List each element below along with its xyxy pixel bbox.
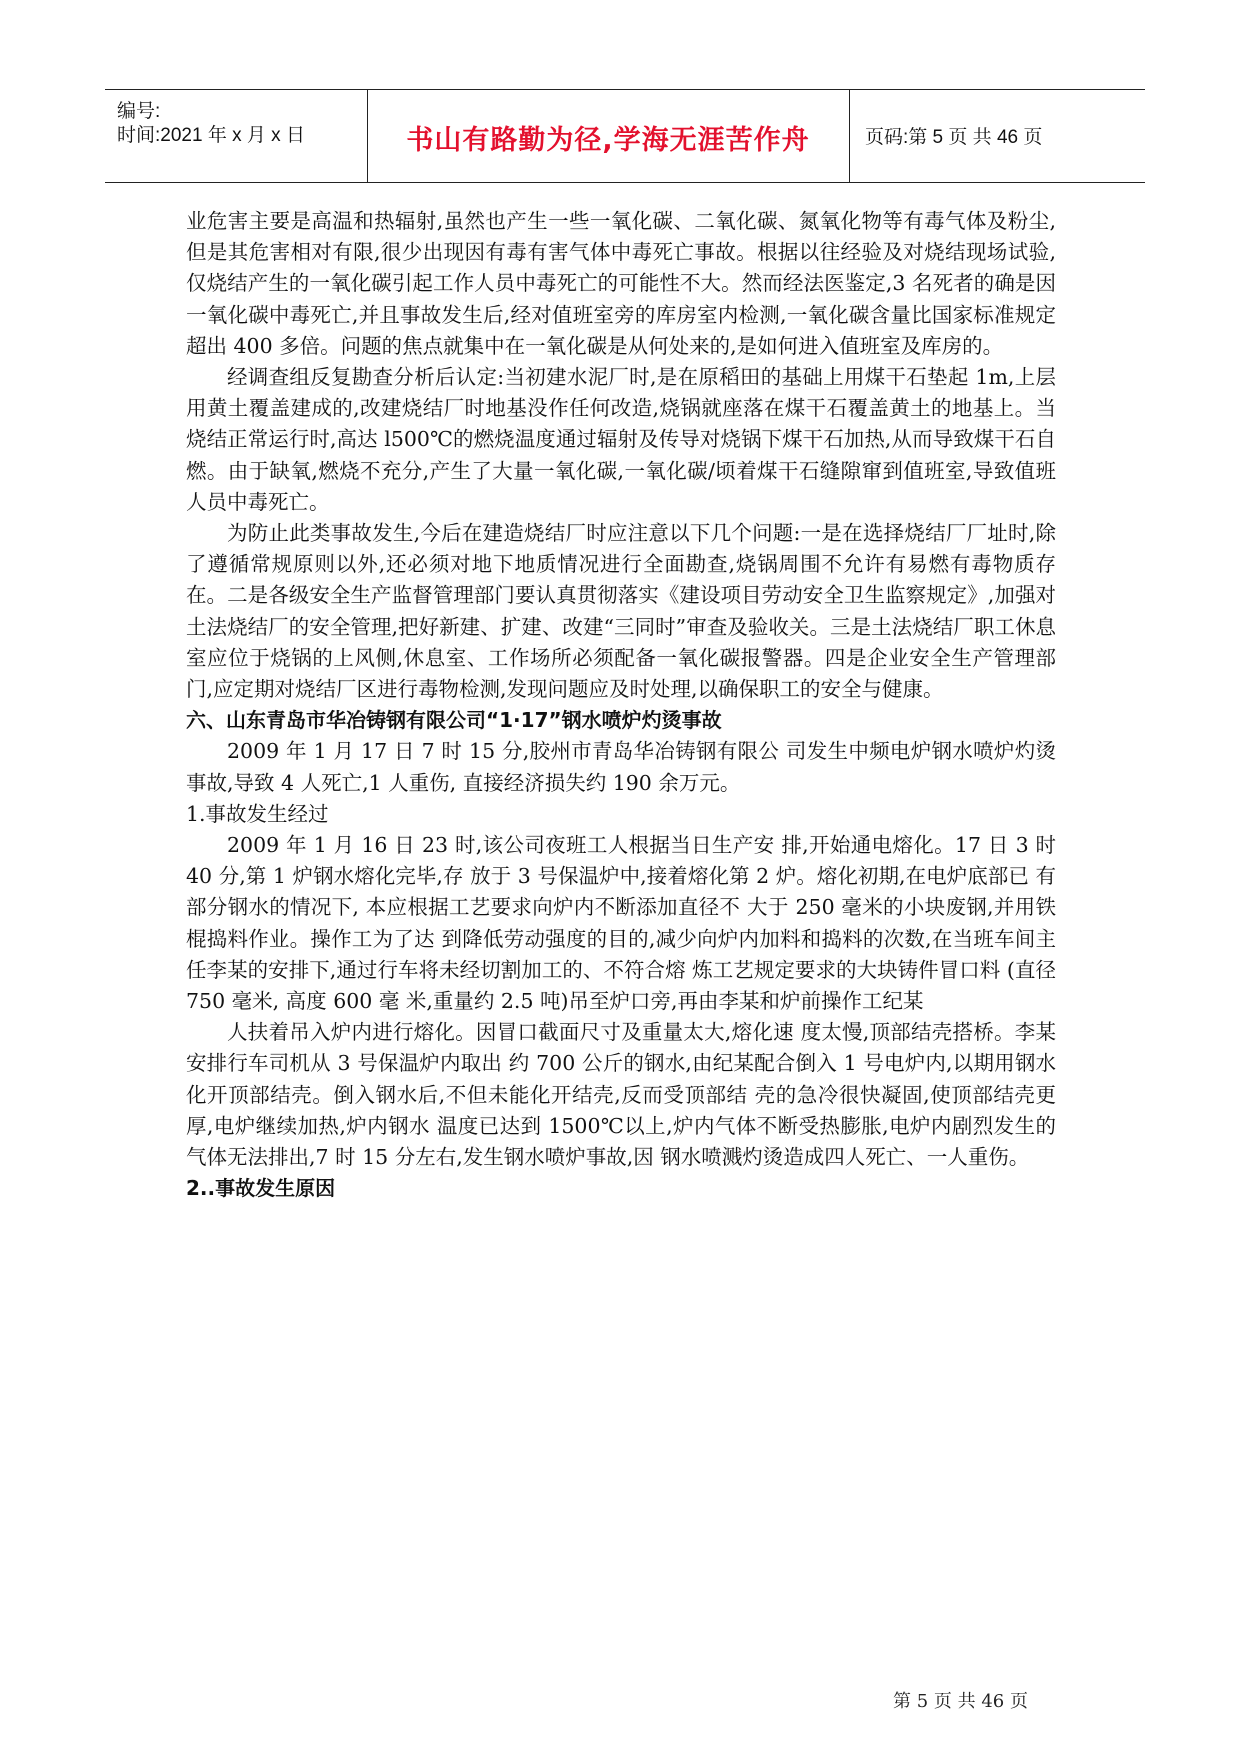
subheading-accident-cause: 2..事故发生原因 <box>186 1176 336 1201</box>
subheading-accident-process: 1.事故发生经过 <box>186 801 329 826</box>
paragraph-prevention: 为防止此类事故发生,今后在建造烧结厂时应注意以下几个问题:一是在选择烧结厂厂址时,除了遵循常规原则以外,还必须对地下地质情况进行全面勘查,烧锅周围不允许有易燃有毒物质存在。二是各级安全生产监督管理部门要认真贯彻落实《建设项目劳动安全卫生监察规定》,加强对土法烧结厂的安全管理,把好新建、扩建、改建“三同时”审查及验收关。三是土法烧结厂职工休息室应位于烧锅的上风侧,休息室、工作场所必须配备一氧化碳报警器。四是企业安全生产管理部门,应定期对烧结厂区进行毒物检测,发现问题应及时处理,以确保职工的安全与健康。 <box>186 521 1056 702</box>
paragraph-accident-process: 2009 年 1 月 16 日 23 时,该公司夜班工人根据当日生产安 排,开始通电熔化。17 日 3 时 40 分,第 1 炉钢水熔化完毕,存 放于 3 号保温炉中,接着熔化第 2 炉。熔化初期,在电炉底部已 有部分钢水的情况下, 本应根据工艺要求向炉内不断添加直径不 大于 250 毫米的小块废钢,并用铁棍捣料作业。操作工为了达 到降低劳动强度的目的,减少向炉内加料和捣料的次数,在当班车间主任李某的安排下,通过行车将未经切割加工的、不符合熔 炼工艺规定要求的大块铸件冒口料 (直径 750 毫米, 高度 600 毫 米,重量约 2.5 吨)吊至炉口旁,再由李某和炉前操作工纪某 <box>186 833 1056 1014</box>
page-footer-number: 第 5 页 共 46 页 <box>893 1691 1028 1712</box>
paragraph-investigation: 经调查组反复勘查分析后认定:当初建水泥厂时,是在原稻田的基础上用煤干石垫起 1m,上层用黄土覆盖建成的,改建烧结厂时地基没作任何改造,烧锅就座落在煤干石覆盖黄土的地基上。当烧结正常运行时,高达 l500℃的燃烧温度通过辐射及传导对烧锅下煤干石加热,从而导致煤干石自燃。由于缺氧,燃烧不充分,产生了大量一氧化碳,一氧化碳/顷着煤干石缝隙窜到值班室,导致值班人员中毒死亡。 <box>186 365 1056 514</box>
paragraph-hazards: 业危害主要是高温和热辐射,虽然也产生一些一氧化碳、二氧化碳、氮氧化物等有毒气体及粉尘,但是其危害相对有限,很少出现因有毒有害气体中毒死亡事故。根据以往经验及对烧结现场试验,仅烧结产生的一氧化碳引起工作人员中毒死亡的可能性不大。然而经法医鉴定,3 名死者的确是因一氧化碳中毒死亡,并且事故发生后,经对值班室旁的库房室内检测,一氧化碳含量比国家标准规定超出 400 多倍。问题的焦点就集中在一氧化碳是从何处来的,是如何进入值班室及库房的。 <box>186 209 1056 358</box>
header-info-cell <box>105 90 368 182</box>
document-time-label: 时间:2021 年 x 月 x 日 <box>117 125 305 146</box>
paragraph-accident-process-continued: 人扶着吊入炉内进行熔化。因冒口截面尺寸及重量太大,熔化速 度太慢,顶部结壳搭桥。李某安排行车司机从 3 号保温炉内取出 约 700 公斤的钢水,由纪某配合倒入 1 号电炉内,以期用钢水 化开顶部结壳。倒入钢水后,不但未能化开结壳,反而受顶部结 壳的急冷很快凝固,使顶部结壳更厚,电炉继续加热,炉内钢水 温度已达到 1500℃以上,炉内气体不断受热膨胀,电炉内剧烈发生的气体无法排出,7 时 15 分左右,发生钢水喷炉事故,因 钢水喷溅灼烫造成四人死亡、一人重伤。 <box>186 1020 1056 1170</box>
document-number-label: 编号: <box>117 101 161 122</box>
document-body <box>186 206 1056 1205</box>
paragraph-accident-summary: 2009 年 1 月 17 日 7 时 15 分,胶州市青岛华冶铸钢有限公 司发生中频电炉钢水喷炉灼烫事故,导致 4 人死亡,1 人重伤, 直接经济损失约 190 余万元。 <box>186 739 1056 795</box>
header-page-cell <box>849 90 1145 182</box>
header-motto: 书山有路勤为径,学海无涯苦作舟 <box>406 125 810 156</box>
header-motto-cell <box>367 90 850 182</box>
page-header <box>105 89 1145 183</box>
section-heading-6: 六、山东青岛市华冶铸钢有限公司“1·17”钢水喷炉灼烫事故 <box>186 708 722 733</box>
header-page-number: 页码:第 5 页 共 46 页 <box>865 127 1043 148</box>
